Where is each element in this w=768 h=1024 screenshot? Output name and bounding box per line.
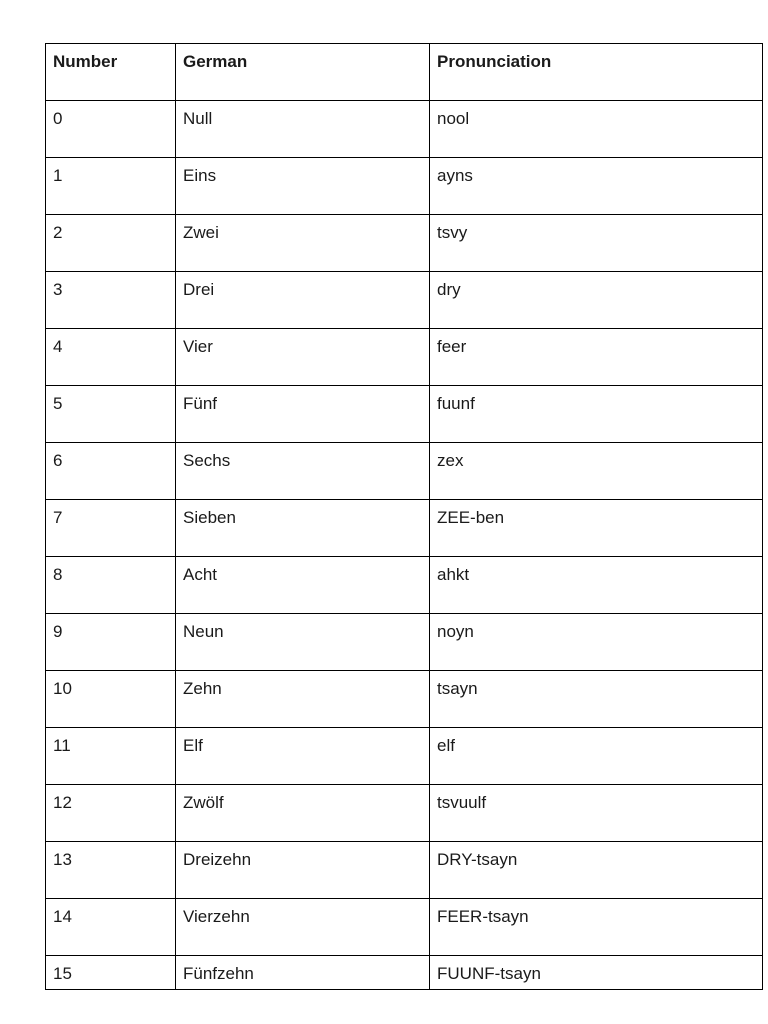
cell-german: Vierzehn (176, 899, 430, 956)
table-row (46, 785, 763, 842)
cell-pronunciation: dry (430, 272, 763, 329)
cell-german: Zwei (176, 215, 430, 272)
cell-number: 11 (46, 728, 176, 785)
header-german: German (176, 44, 430, 101)
cell-pronunciation: noyn (430, 614, 763, 671)
header-number: Number (46, 44, 176, 101)
cell-german: Null (176, 101, 430, 158)
cell-number: 2 (46, 215, 176, 272)
cell-pronunciation: elf (430, 728, 763, 785)
cell-pronunciation: tsvuulf (430, 785, 763, 842)
cell-pronunciation: FUUNF-tsayn (430, 956, 763, 990)
table-row (46, 272, 763, 329)
cell-number: 4 (46, 329, 176, 386)
table-row (46, 728, 763, 785)
table-row (46, 842, 763, 899)
cell-german: Elf (176, 728, 430, 785)
cell-number: 3 (46, 272, 176, 329)
cell-number: 12 (46, 785, 176, 842)
cell-pronunciation: ayns (430, 158, 763, 215)
cell-german: Vier (176, 329, 430, 386)
cell-number: 7 (46, 500, 176, 557)
cell-german: Dreizehn (176, 842, 430, 899)
table-row (46, 158, 763, 215)
table-row (46, 956, 763, 990)
cell-pronunciation: tsvy (430, 215, 763, 272)
cell-number: 14 (46, 899, 176, 956)
cell-number: 15 (46, 956, 176, 990)
table-header-row (46, 44, 763, 101)
cell-number: 9 (46, 614, 176, 671)
cell-number: 10 (46, 671, 176, 728)
cell-number: 13 (46, 842, 176, 899)
table-row (46, 215, 763, 272)
cell-number: 6 (46, 443, 176, 500)
cell-pronunciation: FEER-tsayn (430, 899, 763, 956)
cell-german: Sieben (176, 500, 430, 557)
cell-german: Eins (176, 158, 430, 215)
cell-german: Zehn (176, 671, 430, 728)
table-row (46, 899, 763, 956)
cell-pronunciation: ZEE-ben (430, 500, 763, 557)
cell-german: Fünfzehn (176, 956, 430, 990)
cell-german: Neun (176, 614, 430, 671)
cell-german: Acht (176, 557, 430, 614)
cell-pronunciation: tsayn (430, 671, 763, 728)
cell-pronunciation: fuunf (430, 386, 763, 443)
german-numbers-table (45, 43, 763, 990)
table-row (46, 329, 763, 386)
cell-pronunciation: DRY-tsayn (430, 842, 763, 899)
table-row (46, 500, 763, 557)
table-row (46, 557, 763, 614)
table-row (46, 386, 763, 443)
cell-number: 8 (46, 557, 176, 614)
cell-pronunciation: ahkt (430, 557, 763, 614)
cell-german: Fünf (176, 386, 430, 443)
header-pronunciation: Pronunciation (430, 44, 763, 101)
table-row (46, 443, 763, 500)
table-row (46, 614, 763, 671)
cell-number: 1 (46, 158, 176, 215)
cell-number: 5 (46, 386, 176, 443)
table-row (46, 671, 763, 728)
cell-pronunciation: zex (430, 443, 763, 500)
cell-number: 0 (46, 101, 176, 158)
cell-german: Sechs (176, 443, 430, 500)
cell-pronunciation: nool (430, 101, 763, 158)
cell-german: Drei (176, 272, 430, 329)
table-row (46, 101, 763, 158)
cell-german: Zwölf (176, 785, 430, 842)
cell-pronunciation: feer (430, 329, 763, 386)
